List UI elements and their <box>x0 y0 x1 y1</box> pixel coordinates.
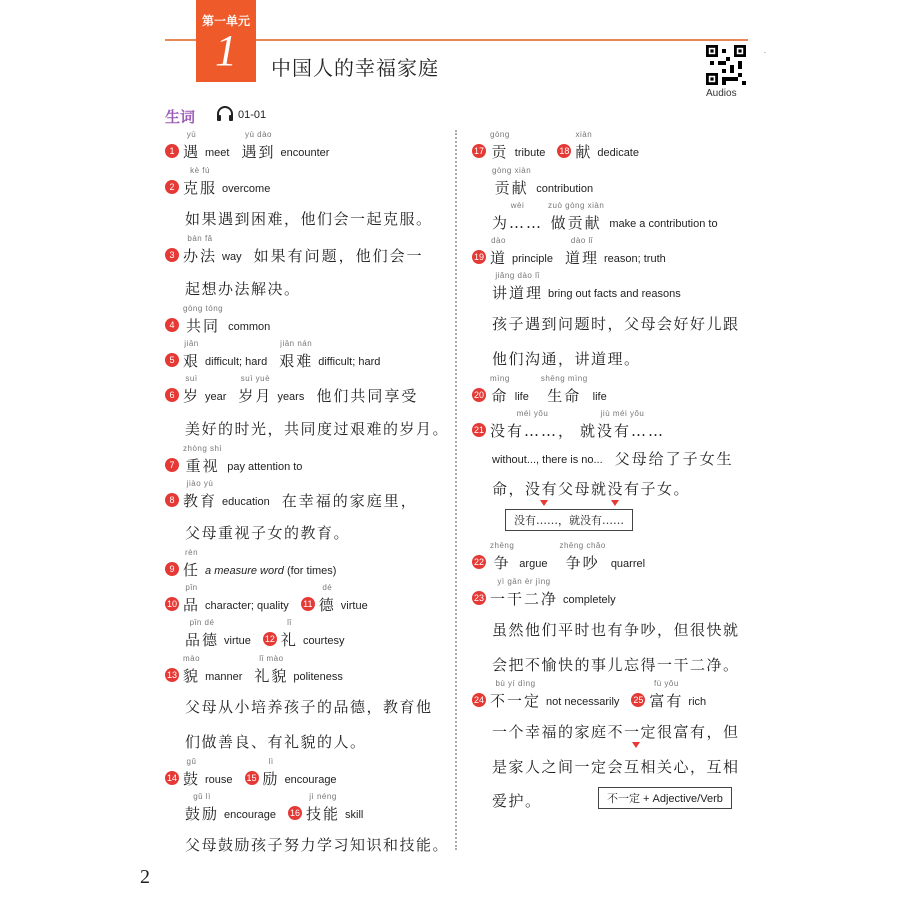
lesson-title: 中国人的幸福家庭 <box>271 56 439 80</box>
pinyin: dào lǐ <box>570 236 594 245</box>
hanzi: 献 <box>575 143 593 161</box>
entry-number: 20 <box>473 390 484 400</box>
pinyin: méi yǒu <box>516 409 549 418</box>
hanzi: 德 <box>318 596 336 614</box>
hanzi: 岁月 <box>238 387 273 405</box>
vocab-entry <box>492 201 730 233</box>
hanzi: 教育 <box>183 492 218 510</box>
example-sentence: 美好的时光，共同度过艰难的岁月。 <box>185 420 450 438</box>
hanzi: 克服 <box>183 179 218 197</box>
example-sentence: 们做善良、有礼貌的人。 <box>185 733 367 751</box>
pinyin: yì gān èr jìng <box>497 577 551 586</box>
word <box>183 757 200 789</box>
gloss: reason; truth <box>604 253 666 265</box>
hanzi: 励 <box>262 770 280 788</box>
hanzi: 任 <box>183 561 201 579</box>
pinyin: dé <box>322 583 333 592</box>
gloss: virtue <box>224 635 251 647</box>
vocab-entry <box>165 166 282 198</box>
example-sentence: 会把不愉快的事儿忘得一干二净。 <box>492 656 740 674</box>
example-sentence: 父母给了子女生 <box>614 450 734 468</box>
vocab-entry <box>472 679 718 711</box>
vocab-entry <box>185 792 375 824</box>
hanzi: 做贡献 <box>550 214 602 232</box>
hanzi: 鼓励 <box>185 805 220 823</box>
hanzi: 生命 <box>547 387 582 405</box>
word <box>492 271 543 303</box>
pinyin: jiān nán <box>280 339 313 348</box>
pinyin: gòng tóng <box>183 304 224 313</box>
hanzi: 办法 <box>183 247 218 265</box>
pinyin: zhòng shì <box>183 444 223 453</box>
pinyin: pǐn <box>185 583 198 592</box>
headphones-icon[interactable] <box>216 106 234 122</box>
pinyin: jiān <box>184 339 199 348</box>
hanzi: 争 <box>493 554 511 572</box>
entry-number: 18 <box>559 146 570 156</box>
word <box>580 409 665 441</box>
pinyin: gǔ lì <box>193 792 211 801</box>
word <box>541 374 588 406</box>
example-sentence: 命，没有父母就没有子女。 <box>492 480 691 498</box>
entry-number: 3 <box>165 248 179 262</box>
word <box>649 679 683 711</box>
entry-number: 8 <box>165 493 179 507</box>
entry-number: 16 <box>290 808 301 818</box>
gloss: pay attention to <box>227 461 303 473</box>
vocab-entry <box>185 618 357 650</box>
entry-number: 10 <box>166 599 177 609</box>
word <box>183 583 200 615</box>
entry-number: 19 <box>473 252 484 262</box>
hanzi: 品 <box>183 596 201 614</box>
gloss: encourage <box>224 809 277 821</box>
word <box>575 130 592 162</box>
pinyin: rèn <box>184 548 199 557</box>
vocab-entry <box>165 548 348 580</box>
example-sentence: 如果遇到困难，他们会一起克服。 <box>185 210 433 228</box>
gloss-rest: (for times) <box>286 565 337 577</box>
page-number: 2 <box>140 866 150 888</box>
word <box>279 339 313 371</box>
pinyin: lǐ mào <box>259 654 284 663</box>
hanzi: 贡 <box>491 143 509 161</box>
gloss: politeness <box>293 671 343 683</box>
pinyin: yù <box>186 130 197 139</box>
pinyin: yù dào <box>244 130 272 139</box>
entry-number: 17 <box>473 146 484 156</box>
hanzi: 贡献 <box>494 179 529 197</box>
pattern-box: 不一定 + Adjective/Verb <box>598 787 732 809</box>
gloss: encounter <box>280 147 330 159</box>
word <box>238 374 272 406</box>
gloss: common <box>228 321 271 333</box>
hanzi: 品德 <box>185 631 220 649</box>
qr-code-icon[interactable] <box>706 45 746 85</box>
example-sentence: 起想办法解决。 <box>185 280 301 298</box>
pattern-box: 没有……，就没有…… <box>505 509 633 531</box>
vocab-entry <box>165 234 424 266</box>
entry-number: 13 <box>166 670 177 680</box>
gloss: life <box>514 391 529 403</box>
hanzi: 礼貌 <box>254 667 289 685</box>
word <box>183 304 223 336</box>
gloss: argue <box>519 558 548 570</box>
gloss: encourage <box>284 774 337 786</box>
entry-number: 1 <box>165 144 179 158</box>
word <box>185 618 219 650</box>
word <box>490 541 514 573</box>
pinyin: jì néng <box>309 792 337 801</box>
gloss: quarrel <box>610 558 646 570</box>
entry-number: 7 <box>165 458 179 472</box>
example-sentence: 虽然他们平时也有争吵，但很快就 <box>492 621 740 639</box>
pinyin: suì yuè <box>240 374 271 383</box>
hanzi: 遇到 <box>241 143 276 161</box>
audios-label: Audios <box>706 88 737 99</box>
word <box>183 166 217 198</box>
vocab-section-title: 生词 <box>165 108 196 126</box>
example-sentence: 是家人之间一定会互相关心，互相 <box>492 758 740 776</box>
word <box>185 792 219 824</box>
entry-number: 25 <box>633 695 644 705</box>
example-sentence: 在幸福的家庭里， <box>281 492 418 510</box>
gloss: rouse <box>205 774 233 786</box>
marker-triangle <box>632 742 640 748</box>
gloss: skill <box>345 809 364 821</box>
pinyin: bàn fǎ <box>187 234 213 243</box>
entry-number: 12 <box>264 634 275 644</box>
vocab-entry <box>165 479 418 511</box>
hanzi: 遇 <box>183 143 201 161</box>
pinyin: fù yǒu <box>654 679 679 688</box>
hanzi: 就没有…… <box>580 422 666 440</box>
gloss: contribution <box>536 183 594 195</box>
hanzi: 争吵 <box>565 554 600 572</box>
gloss: years <box>277 391 305 403</box>
gloss <box>205 565 336 577</box>
gloss: education <box>222 496 270 508</box>
word <box>281 618 298 650</box>
pinyin: dào <box>491 236 506 245</box>
hanzi: 讲道理 <box>492 284 544 302</box>
example-sentence: 孩子遇到问题时，父母会好好儿跟 <box>492 315 740 333</box>
example-sentence: 一个幸福的家庭不一定很富有，但 <box>492 723 740 741</box>
vocab-entry <box>472 236 678 268</box>
word <box>492 166 531 198</box>
pinyin: suì <box>185 374 198 383</box>
hanzi: 为…… <box>492 214 544 232</box>
pinyin: lì <box>268 757 274 766</box>
marker-triangle <box>540 500 548 506</box>
gloss: courtesy <box>302 635 345 647</box>
word <box>183 339 200 371</box>
gloss: virtue <box>340 600 368 612</box>
hanzi: 鼓 <box>183 770 201 788</box>
entry-number: 24 <box>473 695 484 705</box>
gloss: make a contribution to <box>609 218 718 230</box>
hanzi: 富有 <box>649 692 684 710</box>
entry-number: 2 <box>165 180 179 194</box>
example-sentence: 他们共同享受 <box>316 387 419 405</box>
entry-number: 22 <box>473 557 484 567</box>
pinyin: kè fú <box>190 166 210 175</box>
hanzi: 艰 <box>183 352 201 370</box>
word <box>183 654 200 686</box>
word <box>183 234 217 266</box>
pinyin: zhēng <box>490 541 515 550</box>
hanzi: 道理 <box>564 249 599 267</box>
gloss: way <box>222 251 242 263</box>
hanzi: 道 <box>490 249 508 267</box>
word <box>183 374 200 406</box>
pinyin: lǐ <box>287 618 292 627</box>
example-sentence: 父母重视子女的教育。 <box>185 524 351 542</box>
word <box>492 201 543 233</box>
entry-number: 9 <box>165 562 179 576</box>
entry-number: 5 <box>165 353 179 367</box>
pinyin: xiàn <box>575 130 593 139</box>
gloss: principle <box>512 253 553 265</box>
vocab-entry <box>472 374 619 406</box>
word <box>490 577 558 609</box>
hanzi: 共同 <box>186 317 221 335</box>
word <box>490 409 575 441</box>
example-sentence: 父母鼓励孩子努力学习知识和技能。 <box>185 836 450 854</box>
word <box>183 548 200 580</box>
pinyin: mìng <box>490 374 510 383</box>
entry-number: 6 <box>165 388 179 402</box>
word <box>183 130 200 162</box>
word <box>241 130 275 162</box>
word <box>183 444 222 476</box>
word <box>490 679 541 711</box>
pinyin: zuò gòng xiàn <box>548 201 605 210</box>
example-sentence: 他们沟通，讲道理。 <box>492 350 641 368</box>
unit-label: 第一单元 <box>201 14 250 28</box>
vocab-entry <box>165 583 380 615</box>
entry-number: 15 <box>246 773 257 783</box>
gloss: tribute <box>514 147 546 159</box>
entry-number: 4 <box>165 318 179 332</box>
word <box>263 757 280 789</box>
word <box>490 130 510 162</box>
pinyin: mào <box>183 654 201 663</box>
word <box>490 374 510 406</box>
vocab-entry <box>165 374 418 406</box>
vocab-entry <box>165 757 349 789</box>
vocab-entry <box>492 271 693 303</box>
pinyin: pǐn dé <box>189 618 215 627</box>
hanzi: 貌 <box>183 667 201 685</box>
word <box>306 792 340 824</box>
gloss: bring out facts and reasons <box>548 288 681 300</box>
marker-triangle <box>611 500 619 506</box>
entry-number: 21 <box>473 425 484 435</box>
hanzi: 一干二净 <box>490 590 559 608</box>
gloss: year <box>205 391 227 403</box>
hanzi: 不一定 <box>490 692 542 710</box>
gloss: overcome <box>222 183 271 195</box>
unit-number: 1 <box>215 26 237 75</box>
gloss: life <box>592 391 607 403</box>
gloss: dedicate <box>597 147 639 159</box>
word <box>254 654 288 686</box>
entry-number: 11 <box>301 597 315 611</box>
example-sentence: 爱护。 <box>492 792 542 810</box>
word <box>319 583 336 615</box>
vocab-entry <box>165 339 392 371</box>
hanzi: 命 <box>491 387 509 405</box>
hanzi: 重视 <box>185 457 220 475</box>
pinyin: jiǎng dào lǐ <box>495 271 540 280</box>
pinyin: jiào yù <box>186 479 214 488</box>
vocab-entry <box>165 654 355 686</box>
hanzi: 没有……， <box>490 422 576 440</box>
gloss: difficult; hard <box>205 356 268 368</box>
example-line <box>492 448 734 469</box>
gloss: rich <box>688 696 707 708</box>
vocab-entry <box>472 130 651 162</box>
pinyin: gǔ <box>186 757 197 766</box>
gloss: not necessarily <box>546 696 620 708</box>
word <box>183 479 217 511</box>
vocab-entry <box>472 541 657 573</box>
entry-number: 14 <box>166 773 177 783</box>
pattern-gloss: without..., there is no... <box>492 454 603 466</box>
gloss: completely <box>563 594 616 606</box>
vocab-entry <box>472 577 628 609</box>
column-divider <box>455 130 457 850</box>
pinyin: shēng mìng <box>540 374 588 383</box>
vocab-entry <box>165 444 314 476</box>
word <box>559 541 605 573</box>
word <box>565 236 599 268</box>
audio-track-code: 01-01 <box>238 109 267 121</box>
hanzi: 艰难 <box>279 352 314 370</box>
vocab-entry <box>165 304 282 336</box>
hanzi: 岁 <box>183 387 201 405</box>
gloss-italic: a measure word <box>205 565 284 577</box>
vocab-entry <box>492 166 605 198</box>
gloss: manner <box>205 671 243 683</box>
pinyin: gòng xiàn <box>492 166 532 175</box>
unit-badge <box>196 0 256 82</box>
example-sentence: 父母从小培养孩子的品德，教育他 <box>185 698 433 716</box>
pinyin: jiù méi yǒu <box>600 409 645 418</box>
vocab-entry <box>472 409 670 441</box>
example-sentence: 如果有问题，他们会一 <box>253 247 424 265</box>
hanzi: 礼 <box>280 631 298 649</box>
dot-mark: · <box>764 50 766 57</box>
pinyin: bù yí dìng <box>495 679 536 688</box>
pinyin: wèi <box>510 201 525 210</box>
word <box>548 201 604 233</box>
gloss: difficult; hard <box>318 356 381 368</box>
word <box>490 236 507 268</box>
entry-number: 23 <box>473 593 484 603</box>
gloss: character; quality <box>205 600 289 612</box>
pinyin: gòng <box>490 130 510 139</box>
pinyin: zhēng chǎo <box>559 541 606 550</box>
hanzi: 技能 <box>306 805 341 823</box>
vocab-entry <box>165 130 341 162</box>
gloss: meet <box>205 147 230 159</box>
